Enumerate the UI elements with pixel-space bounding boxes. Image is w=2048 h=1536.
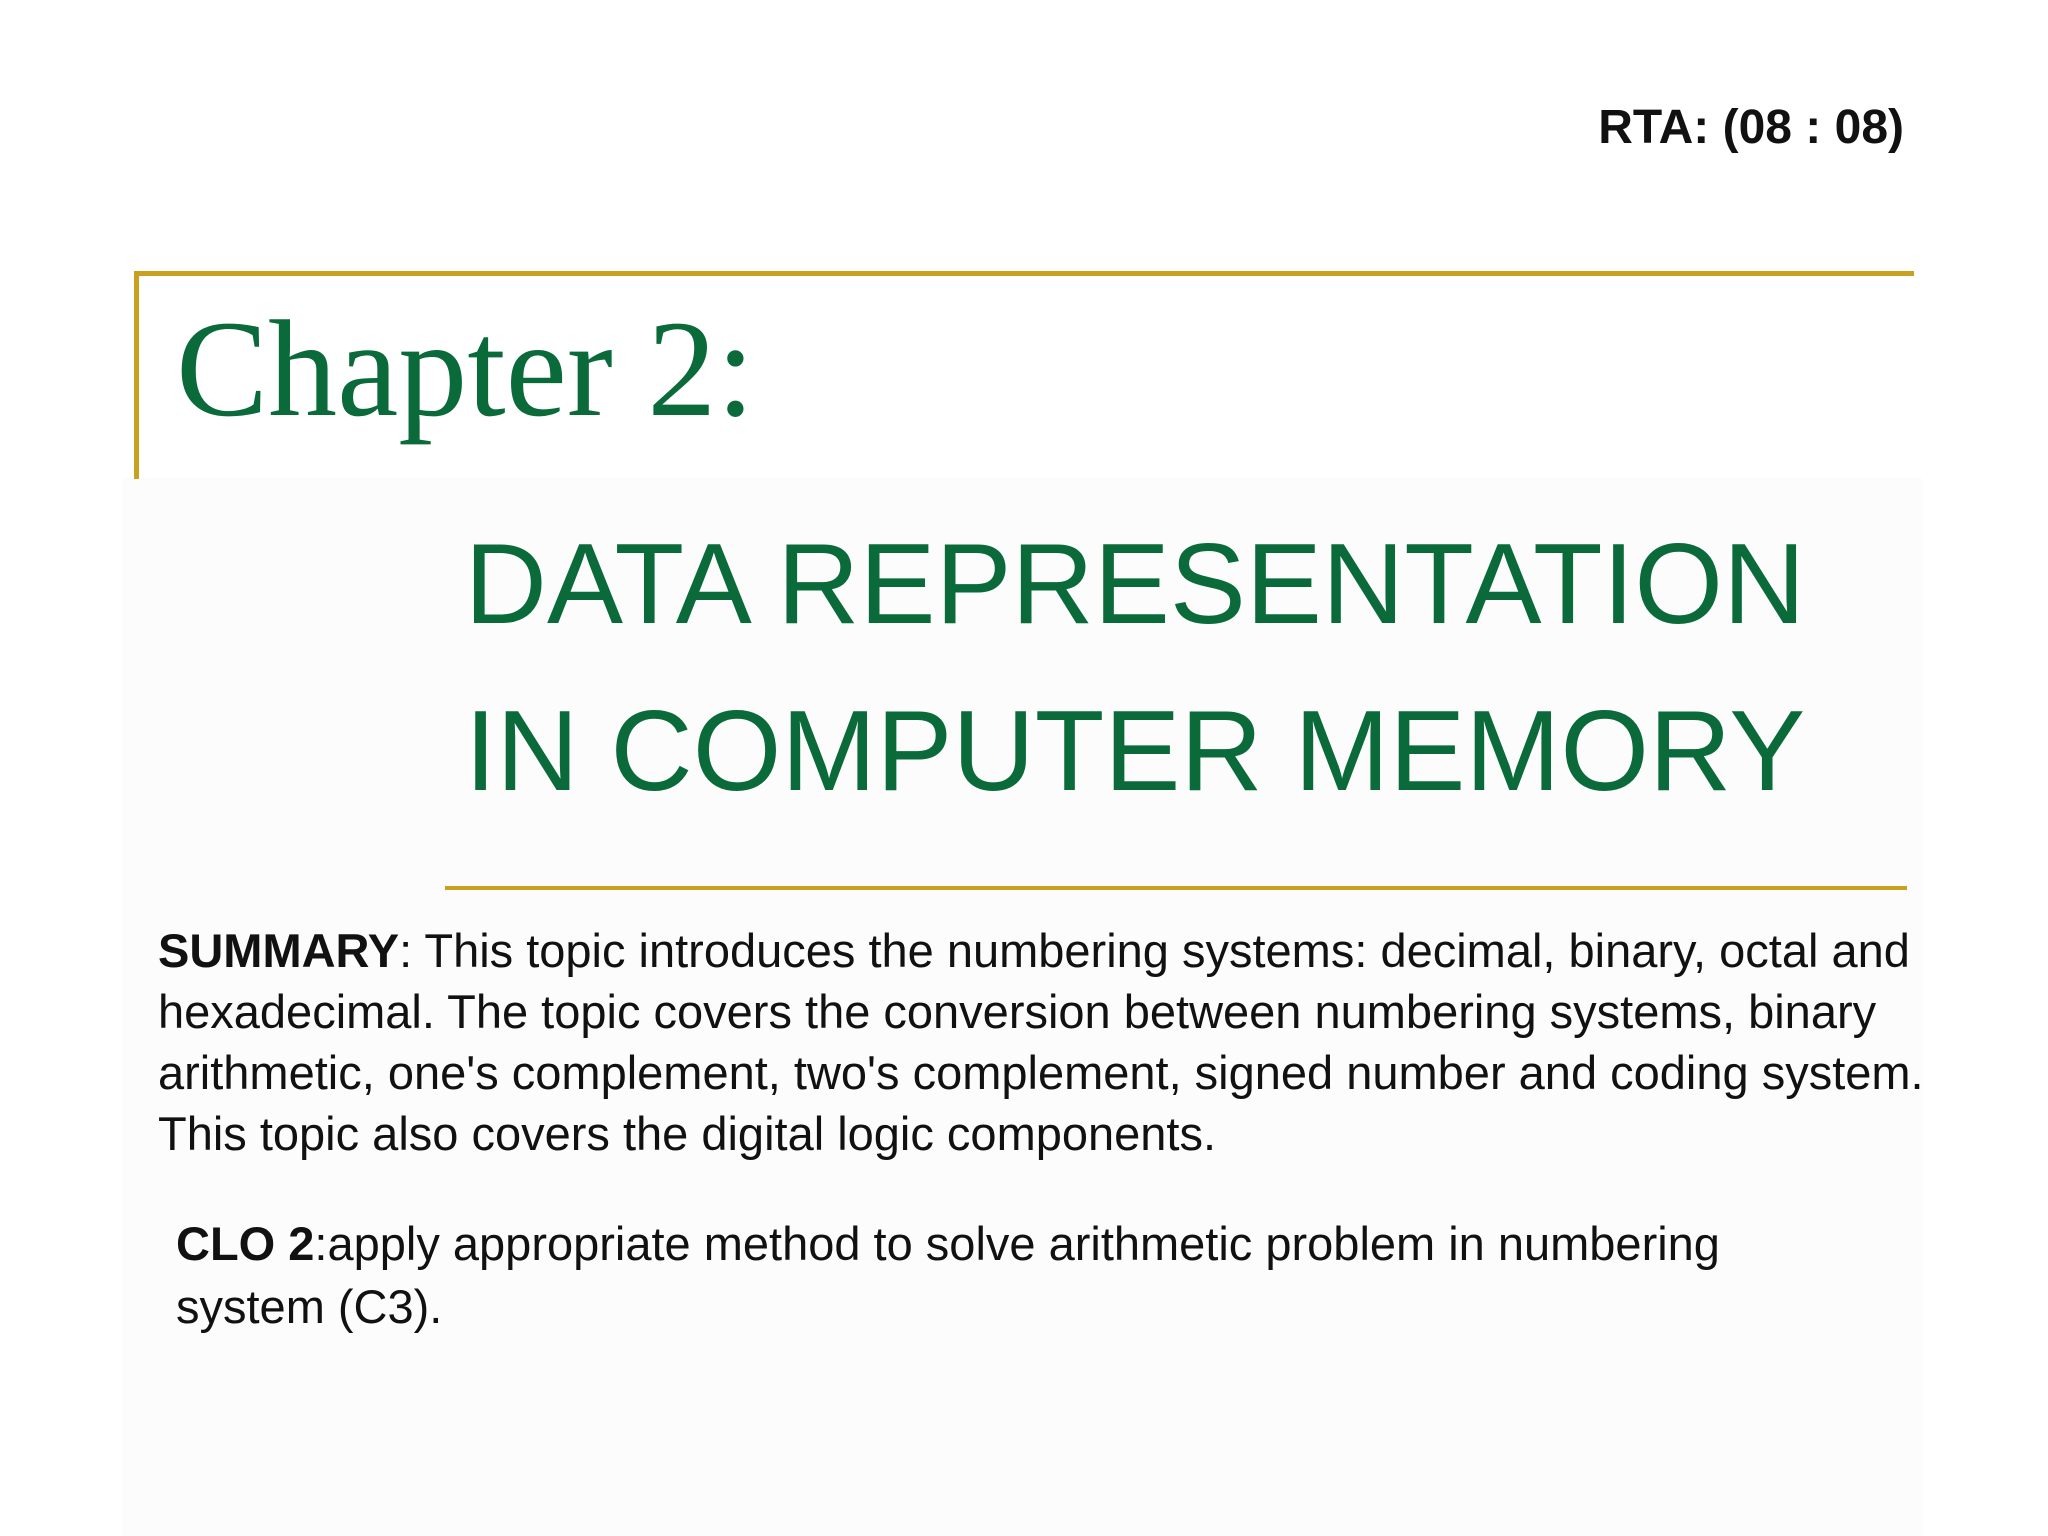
summary-text: : This topic introduces the numbering systems: decimal, binary, octal and hexadecimal. The topic covers the conversion between numbering systems, binary arithmetic, one's complement, two's complement, signed number and coding system. This topic also covers the digital logic components. <box>158 924 1924 1160</box>
clo-label: CLO 2 <box>176 1217 315 1270</box>
summary-paragraph <box>158 920 1988 1164</box>
summary-label: SUMMARY <box>158 924 400 977</box>
chapter-title: Chapter 2: <box>176 292 755 445</box>
clo-text: :apply appropriate method to solve arithmetic problem in numbering system (C3). <box>176 1217 1720 1333</box>
title-left-rule <box>134 271 139 479</box>
subtitle-bottom-rule <box>445 886 1907 890</box>
title-top-rule <box>134 271 1914 276</box>
clo-paragraph <box>176 1212 1876 1338</box>
subtitle-line-1: DATA REPRESENTATION <box>464 521 1806 648</box>
rta-label: RTA: (08 : 08) <box>1598 101 1904 154</box>
subtitle-line-2: IN COMPUTER MEMORY <box>464 688 1806 815</box>
